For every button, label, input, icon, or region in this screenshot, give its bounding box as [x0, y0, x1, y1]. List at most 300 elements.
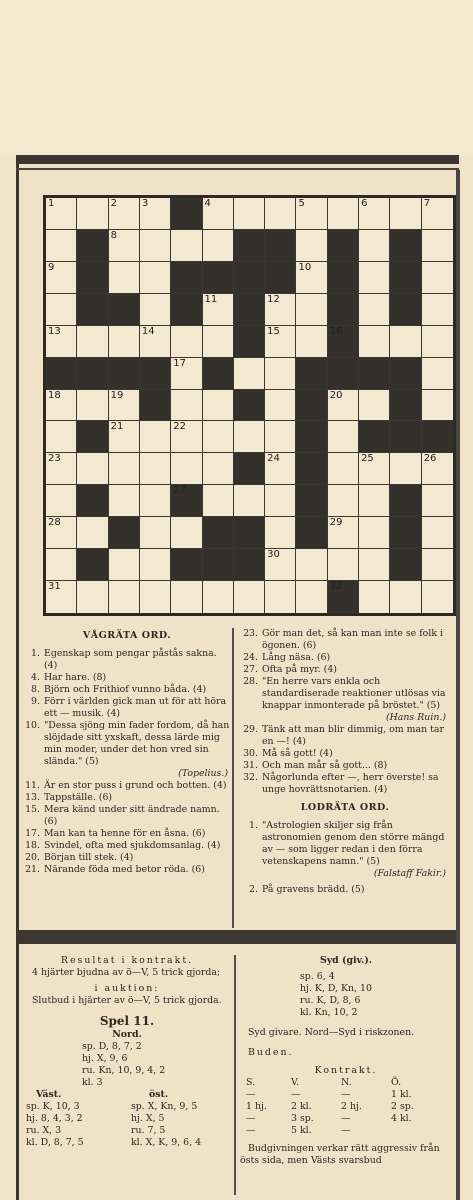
cell-number: 10: [298, 261, 312, 273]
black-square: [171, 549, 202, 581]
crossword-cell[interactable]: [296, 230, 327, 262]
crossword-cell[interactable]: [77, 198, 108, 230]
clue-item: [22, 864, 232, 876]
crossword-cell[interactable]: [46, 262, 77, 294]
bid-cell: 2 sp.: [391, 1101, 414, 1112]
black-square: [109, 294, 140, 326]
crossword-cell[interactable]: [265, 421, 296, 453]
crossword-cell[interactable]: [390, 453, 421, 485]
clue-item: [240, 652, 450, 664]
black-square: [140, 390, 171, 422]
crossword-cell[interactable]: [359, 390, 390, 422]
crossword-cell[interactable]: [359, 549, 390, 581]
black-square: [296, 517, 327, 549]
crossword-cell[interactable]: [265, 326, 296, 358]
ost-label: öst.: [149, 1089, 169, 1100]
crossword-cell[interactable]: [109, 581, 140, 613]
clue-text: Början till stek. (4): [44, 852, 134, 863]
bid-header: V.: [291, 1077, 300, 1088]
cell-number: 8: [110, 229, 117, 241]
crossword-cell[interactable]: [77, 581, 108, 613]
black-square: [77, 549, 108, 581]
crossword-cell[interactable]: [422, 390, 453, 422]
cell-number: 24: [267, 453, 280, 465]
crossword-cell[interactable]: [359, 517, 390, 549]
cell-number: 4: [204, 198, 211, 209]
clue-item: [240, 884, 450, 896]
crossword-cell[interactable]: [390, 581, 421, 613]
crossword-cell[interactable]: [359, 230, 390, 262]
black-square: [77, 294, 108, 326]
crossword-cell[interactable]: [328, 453, 359, 485]
bridge-column-divider: [234, 955, 236, 1195]
crossword-cell[interactable]: [422, 198, 453, 230]
clue-text: På gravens brädd. (5): [262, 884, 365, 895]
crossword-cell[interactable]: [328, 517, 359, 549]
crossword-cell[interactable]: [265, 198, 296, 230]
clue-number: 32.: [243, 772, 258, 783]
top-margin: [0, 0, 473, 155]
crossword-cell[interactable]: [422, 262, 453, 294]
crossword-cell[interactable]: [109, 198, 140, 230]
black-square: [328, 294, 359, 326]
clue-number: 23.: [243, 628, 258, 639]
crossword-cell[interactable]: [77, 517, 108, 549]
cell-number: 31: [48, 581, 61, 593]
across-clues-list-2: [22, 780, 232, 876]
vast-hand: [22, 1101, 127, 1149]
crossword-cell[interactable]: [171, 390, 202, 422]
crossword-cell[interactable]: [359, 453, 390, 485]
black-square: [46, 358, 77, 390]
cell-number: 32: [329, 581, 343, 593]
black-square: [171, 198, 202, 230]
crossword-cell[interactable]: [77, 453, 108, 485]
down-clues-list-1: [240, 820, 450, 868]
crossword-cell[interactable]: [422, 294, 453, 326]
black-square: [390, 549, 421, 581]
kontrakt-heading: Kontrakt.: [314, 1065, 378, 1076]
across-clues-list-3: [240, 628, 450, 712]
footer-text: Budgivningen verkar rätt aggressiv från östs sida, men Västs svarsbud: [240, 1143, 440, 1166]
crossword-cell[interactable]: [234, 485, 265, 517]
syd-hand: [240, 971, 452, 1019]
hand-line: kl. X, K, 9, 6, 4: [131, 1137, 202, 1148]
hand-line: sp. K, 10, 3: [26, 1101, 80, 1112]
black-square: [203, 517, 234, 549]
crossword-cell[interactable]: [109, 262, 140, 294]
clue-item: [240, 628, 450, 652]
crossword-cell[interactable]: [203, 453, 234, 485]
crossword-cell[interactable]: [359, 262, 390, 294]
black-square: [234, 326, 265, 358]
black-square: [390, 294, 421, 326]
crossword-cell[interactable]: [171, 581, 202, 613]
black-square: [328, 581, 359, 613]
crossword-cell[interactable]: [46, 581, 77, 613]
cell-number: 23: [48, 453, 61, 465]
result-text: 4 hjärter bjudna av ö—V, 5 trick gjorda;: [32, 967, 221, 978]
crossword-cell[interactable]: [296, 326, 327, 358]
clue-number: 10.: [25, 720, 40, 731]
clue-number: 27.: [243, 664, 258, 675]
crossword-cell[interactable]: [140, 421, 171, 453]
bid-cell: 2 hj.: [341, 1101, 362, 1112]
bid-cell: —: [291, 1089, 301, 1100]
black-square: [328, 262, 359, 294]
crossword-cell[interactable]: [203, 485, 234, 517]
crossword-cell[interactable]: [203, 198, 234, 230]
crossword-cell[interactable]: [328, 390, 359, 422]
nord-label: Nord.: [112, 1029, 142, 1040]
column-divider: [232, 628, 234, 928]
crossword-cell[interactable]: [359, 294, 390, 326]
crossword-cell[interactable]: [109, 453, 140, 485]
bid-cell: —: [246, 1113, 256, 1124]
clue-text: Gör man det, så kan man inte se folk i ögonen. (6): [262, 628, 443, 651]
top-rule: [16, 155, 459, 164]
black-square: [265, 230, 296, 262]
hand-line: ru. Kn, 10, 9, 4, 2: [82, 1065, 166, 1076]
black-square: [390, 262, 421, 294]
clues-right-column: [240, 628, 450, 896]
crossword-cell[interactable]: [46, 326, 77, 358]
cell-number: 21: [110, 421, 124, 433]
cell-number: 26: [423, 453, 437, 465]
black-square: [77, 485, 108, 517]
crossword-cell[interactable]: [328, 485, 359, 517]
crossword-cell[interactable]: [265, 358, 296, 390]
section-rule: [19, 930, 456, 944]
black-square: [328, 358, 359, 390]
clue-item: [22, 840, 232, 852]
crossword-cell[interactable]: [203, 294, 234, 326]
clue-number: 24.: [243, 652, 258, 663]
cell-number: 9: [48, 261, 55, 273]
hand-line: sp. 6, 4: [300, 971, 335, 982]
result-heading: Resultat i kontrakt.: [60, 955, 194, 966]
clue-item: [240, 760, 450, 772]
clue-number: 13.: [25, 792, 40, 803]
hand-line: hj. 8, 4, 3, 2: [26, 1113, 83, 1124]
cell-number: 28: [48, 517, 61, 529]
clue-number: 28.: [243, 676, 258, 687]
auction-heading: i auktion:: [94, 983, 160, 994]
clue-item: [240, 676, 450, 712]
black-square: [265, 262, 296, 294]
crossword-cell[interactable]: [265, 390, 296, 422]
crossword-cell[interactable]: [203, 390, 234, 422]
crossword-cell[interactable]: [46, 549, 77, 581]
bid-cell: 5 kl.: [291, 1125, 312, 1136]
crossword-cell[interactable]: [296, 549, 327, 581]
black-square: [109, 358, 140, 390]
crossword-cell[interactable]: [265, 453, 296, 485]
crossword-cell[interactable]: [171, 421, 202, 453]
black-square: [171, 485, 202, 517]
clue-text: Och man mår så gott... (8): [262, 760, 388, 771]
black-square: [234, 262, 265, 294]
clue-number: 11.: [25, 780, 40, 791]
cell-number: 1: [48, 198, 55, 209]
black-square: [171, 294, 202, 326]
bridge-right-column: [240, 955, 452, 1167]
crossword-cell[interactable]: [328, 198, 359, 230]
crossword-cell[interactable]: [422, 326, 453, 358]
crossword-cell[interactable]: [234, 581, 265, 613]
black-square: [234, 549, 265, 581]
cell-number: 19: [110, 389, 124, 401]
crossword-cell[interactable]: [46, 485, 77, 517]
black-square: [390, 485, 421, 517]
clue-number: 20.: [25, 852, 40, 863]
clue-item: [22, 720, 232, 768]
crossword-cell[interactable]: [359, 581, 390, 613]
clue-item: [240, 664, 450, 676]
crossword-cell[interactable]: [46, 198, 77, 230]
crossword-cell[interactable]: [265, 517, 296, 549]
nord-hand: [22, 1041, 232, 1089]
black-square: [234, 390, 265, 422]
black-square: [77, 230, 108, 262]
crossword-cell[interactable]: [109, 230, 140, 262]
clue-item: [22, 792, 232, 804]
crossword-cell[interactable]: [203, 230, 234, 262]
crossword-cell[interactable]: [109, 485, 140, 517]
hand-line: sp. X, Kn, 9, 5: [131, 1101, 198, 1112]
bid-header: Ö.: [391, 1077, 402, 1088]
crossword-cell[interactable]: [109, 326, 140, 358]
crossword-cell[interactable]: [422, 230, 453, 262]
crossword-cell[interactable]: [140, 294, 171, 326]
black-square: [203, 358, 234, 390]
crossword-cell[interactable]: [390, 198, 421, 230]
clue-text: Tappställe. (6): [44, 792, 113, 803]
clue-text: Ofta på myr. (4): [262, 664, 337, 675]
clue-number: 1.: [249, 820, 258, 831]
bid-cell: —: [341, 1125, 351, 1136]
bid-cell: —: [341, 1089, 351, 1100]
vast-label: Väst.: [36, 1089, 62, 1100]
crossword-cell[interactable]: [203, 421, 234, 453]
right-rule: [456, 170, 460, 1200]
crossword-cell[interactable]: [296, 262, 327, 294]
clue-item: [22, 852, 232, 864]
crossword-cell[interactable]: [140, 517, 171, 549]
clue-number: 17.: [25, 828, 40, 839]
black-square: [296, 390, 327, 422]
clue-number: 2.: [249, 884, 258, 895]
black-square: [203, 262, 234, 294]
clue-text: Har hare. (8): [44, 672, 107, 683]
hand-line: sp. D, 8, 7, 2: [82, 1041, 142, 1052]
crossword-cell[interactable]: [46, 390, 77, 422]
spel-title: Spel 11.: [99, 1014, 155, 1028]
clue-number: 18.: [25, 840, 40, 851]
syd-label: Syd (giv.).: [319, 955, 373, 966]
crossword-cell[interactable]: [234, 198, 265, 230]
crossword-cell[interactable]: [171, 230, 202, 262]
black-square: [77, 262, 108, 294]
crossword-cell[interactable]: [77, 390, 108, 422]
bid-cell: 2 kl.: [291, 1101, 312, 1112]
crossword-cell[interactable]: [296, 198, 327, 230]
across-clues-list-4: [240, 724, 450, 796]
crossword-cell[interactable]: [422, 358, 453, 390]
clue-number: 31.: [243, 760, 258, 771]
crossword-cell[interactable]: [296, 294, 327, 326]
crossword-cell[interactable]: [422, 517, 453, 549]
auction-text: Slutbud i hjärter av ö—V, 5 trick gjorda.: [32, 995, 222, 1006]
clue-text: "Astrologien skiljer sig från astronomien genom den större mängd av — som ligger redan i den förra vetenskapens namn." (5): [262, 820, 445, 867]
clue-number: 29.: [243, 724, 258, 735]
bid-cell: 1 kl.: [391, 1089, 412, 1100]
crossword-cell[interactable]: [171, 453, 202, 485]
crossword-cell[interactable]: [140, 326, 171, 358]
black-square: [140, 358, 171, 390]
black-square: [203, 549, 234, 581]
crossword-cell[interactable]: [140, 453, 171, 485]
clue-text: Svindel, ofta med sjukdomsanlag. (4): [44, 840, 221, 851]
crossword-cell[interactable]: [109, 549, 140, 581]
crossword-cell[interactable]: [265, 294, 296, 326]
crossword-cell[interactable]: [46, 421, 77, 453]
crossword-cell[interactable]: [140, 485, 171, 517]
crossword-cell[interactable]: [422, 453, 453, 485]
black-square: [77, 421, 108, 453]
bid-cell: —: [246, 1125, 256, 1136]
clue-text: Egenskap som pengar påstås sakna. (4): [44, 648, 217, 671]
crossword-cell[interactable]: [203, 581, 234, 613]
clue-item: [22, 804, 232, 828]
clue-text: Tänk att man blir dimmig, om man tar en —! (4): [262, 724, 444, 747]
crossword-cell[interactable]: [265, 581, 296, 613]
crossword-cell[interactable]: [140, 230, 171, 262]
hand-line: kl. Kn, 10, 2: [300, 1007, 358, 1018]
clue-text: Björn och Frithiof vunno båda. (4): [44, 684, 207, 695]
crossword-grid: [43, 195, 456, 616]
attribution-topelius: (Topelius.): [178, 768, 228, 779]
crossword-cell[interactable]: [109, 390, 140, 422]
crossword-cell[interactable]: [203, 326, 234, 358]
black-square: [390, 230, 421, 262]
crossword-cell[interactable]: [359, 326, 390, 358]
cell-number: 5: [298, 198, 305, 209]
clue-number: 15.: [25, 804, 40, 815]
clue-number: 9.: [31, 696, 40, 707]
crossword-cell[interactable]: [328, 421, 359, 453]
crossword-cell[interactable]: [140, 581, 171, 613]
attribution-ruin: (Hans Ruin.): [385, 712, 446, 723]
crossword-cell[interactable]: [109, 421, 140, 453]
black-square: [390, 390, 421, 422]
cell-number: 22: [173, 421, 186, 433]
hand-line: ru. 7, 5: [131, 1125, 166, 1136]
cell-number: 2: [110, 198, 117, 209]
crossword-cell[interactable]: [46, 517, 77, 549]
crossword-cell[interactable]: [390, 326, 421, 358]
clue-item: [22, 828, 232, 840]
black-square: [109, 517, 140, 549]
bid-cell: 4 kl.: [391, 1113, 412, 1124]
across-clues-list-1: [22, 648, 232, 768]
crossword-cell[interactable]: [171, 326, 202, 358]
crossword-cell[interactable]: [46, 453, 77, 485]
clue-text: Man kan ta henne för en åsna. (6): [44, 828, 206, 839]
crossword-cell[interactable]: [77, 326, 108, 358]
crossword-cell[interactable]: [359, 485, 390, 517]
bid-cell: 3 sp.: [291, 1113, 314, 1124]
crossword-cell[interactable]: [140, 198, 171, 230]
crossword-cell[interactable]: [171, 517, 202, 549]
cell-number: 25: [361, 453, 374, 465]
black-square: [296, 358, 327, 390]
cell-number: 15: [267, 325, 280, 337]
top-thin-rule: [16, 168, 459, 170]
hand-line: ru. K, D, 8, 6: [300, 995, 361, 1006]
clue-number: 30.: [243, 748, 258, 759]
crossword-cell[interactable]: [422, 485, 453, 517]
clue-number: 21.: [25, 864, 40, 875]
bridge-left-column: [22, 955, 232, 1149]
black-square: [422, 421, 453, 453]
clue-text: Må så gott! (4): [262, 748, 333, 759]
clue-text: Någorlunda efter —, herr överste! sa unge hovrättsnotarien. (4): [262, 772, 439, 795]
crossword-cell[interactable]: [140, 262, 171, 294]
crossword-cell[interactable]: [328, 549, 359, 581]
black-square: [234, 517, 265, 549]
hand-line: hj. X, 5: [131, 1113, 165, 1124]
crossword-cell[interactable]: [46, 294, 77, 326]
crossword-cell[interactable]: [171, 358, 202, 390]
cell-number: 6: [361, 198, 368, 209]
black-square: [390, 421, 421, 453]
cell-number: 29: [329, 517, 343, 529]
hand-line: hj. K, D, Kn, 10: [300, 983, 372, 994]
clue-item: [240, 820, 450, 868]
cell-number: 11: [204, 293, 218, 305]
clue-text: Närande föda med betor röda. (6): [44, 864, 205, 875]
buden-heading: Buden.: [248, 1047, 294, 1058]
crossword-cell[interactable]: [296, 581, 327, 613]
hand-line: hj. X, 9, 6: [82, 1053, 128, 1064]
bid-cell: [391, 1125, 431, 1137]
crossword-cell[interactable]: [265, 549, 296, 581]
bid-cell: —: [341, 1113, 351, 1124]
crossword-cell[interactable]: [140, 549, 171, 581]
black-square: [296, 453, 327, 485]
black-square: [359, 358, 390, 390]
clue-item: [240, 724, 450, 748]
crossword-cell[interactable]: [359, 198, 390, 230]
clue-item: [22, 696, 232, 720]
cell-number: 30: [267, 549, 280, 561]
cell-number: 3: [141, 198, 149, 209]
cell-number: 17: [173, 357, 186, 369]
cell-number: 14: [141, 325, 155, 337]
black-square: [328, 230, 359, 262]
cell-number: 13: [48, 325, 61, 337]
down-clues-list-2: [240, 884, 450, 896]
crossword-cell[interactable]: [234, 358, 265, 390]
clue-number: 8.: [31, 684, 40, 695]
crossword-cell[interactable]: [422, 549, 453, 581]
crossword-cell[interactable]: [422, 581, 453, 613]
black-square: [390, 517, 421, 549]
crossword-cell[interactable]: [265, 485, 296, 517]
crossword-cell[interactable]: [46, 230, 77, 262]
crossword-cell[interactable]: [234, 421, 265, 453]
